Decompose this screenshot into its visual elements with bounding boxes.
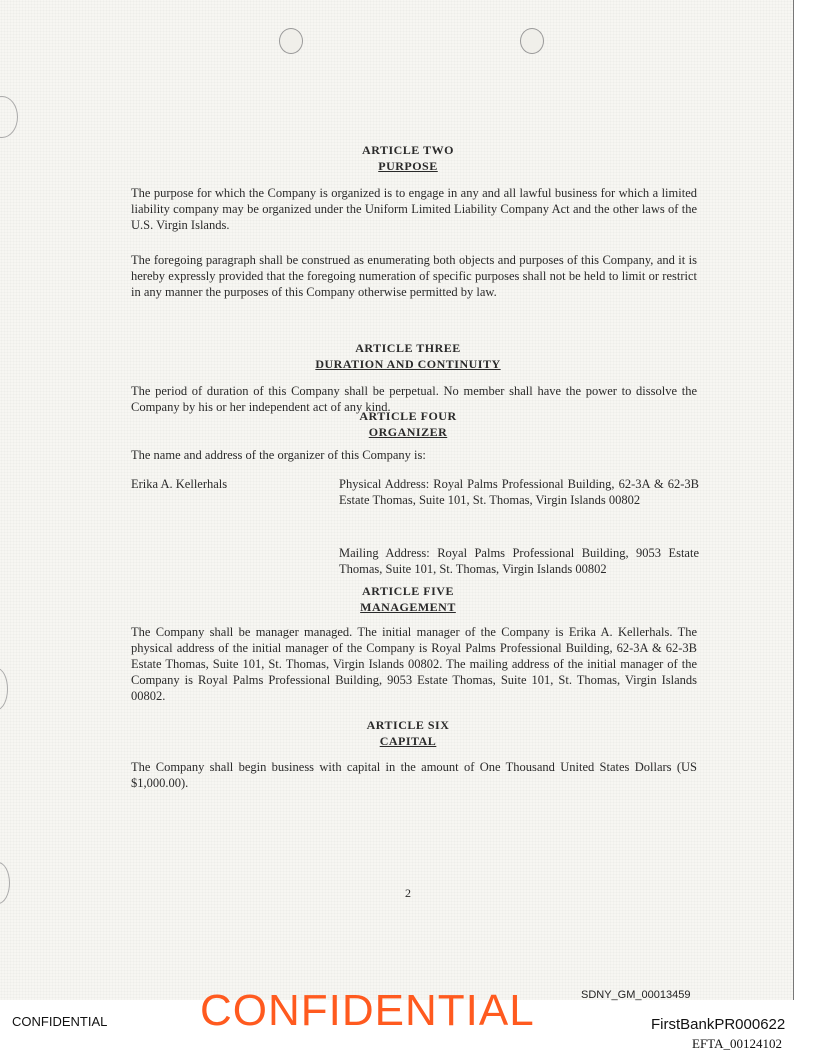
article-two-subtitle: PURPOSE: [378, 159, 438, 173]
article-five-subtitle: MANAGEMENT: [360, 600, 456, 614]
article-four-intro: The name and address of the organizer of this Company is:: [131, 448, 426, 462]
confidential-label-small: CONFIDENTIAL: [12, 1014, 108, 1029]
confidential-stamp-large: CONFIDENTIAL: [200, 986, 535, 1035]
bates-number: SDNY_GM_00013459: [581, 989, 691, 1001]
article-six-heading: [0, 717, 816, 749]
organizer-name: Erika A. Kellerhals: [131, 477, 228, 491]
article-three-title: ARTICLE THREE: [355, 341, 461, 355]
control-number: FirstBankPR000622: [651, 1016, 786, 1033]
article-two-paragraph-2: The foregoing paragraph shall be construed as enumerating both objects and purposes of this Company, and it is hereby expressly provided that the foregoing numeration of specific purposes shall not be held to limit or restrict in any manner the purposes of this Company otherwise permitted by law.: [131, 253, 697, 299]
article-two-paragraph-1: The purpose for which the Company is organized is to engage in any and all lawful business for which a limited liability company may be organized under the Uniform Limited Liability Company Act and the other laws of the U.S. Virgin Islands.: [131, 186, 697, 232]
organizer-mailing-address: Mailing Address: Royal Palms Professional Building, 9053 Estate Thomas, Suite 101, St. Thomas, Virgin Islands 00802: [339, 546, 699, 576]
article-four-heading-block: [0, 408, 816, 440]
article-six-subtitle: CAPITAL: [379, 734, 437, 748]
article-five-paragraph: The Company shall be manager managed. The initial manager of the Company is Erika A. Kellerhals. The physical address of the initial manager of the Company is Royal Palms Professional Building, 62-3A & 62-3B Estate Thomas, Suite 101, St. Thomas, Virgin Islands 00802. The mailing address of the initial manager of the Company is Royal Palms Professional Building, 9053 Estate Thomas, Suite 101, St. Thomas, Virgin Islands 00802.: [131, 625, 697, 703]
binder-hole-right: [520, 28, 544, 54]
article-six-title: ARTICLE SIX: [366, 718, 450, 732]
article-four-title: ARTICLE FOUR: [359, 409, 457, 423]
efta-number: EFTA_00124102: [692, 1036, 782, 1051]
article-four-subtitle: ORGANIZER: [368, 425, 448, 439]
organizer-physical-address: Physical Address: Royal Palms Professional Building, 62-3A & 62-3B Estate Thomas, Suite 101, St. Thomas, Virgin Islands 00802: [339, 477, 699, 507]
article-five-heading: [0, 583, 816, 615]
article-two-title: ARTICLE TWO: [362, 143, 454, 157]
article-five-title: ARTICLE FIVE: [362, 584, 454, 598]
binder-hole-left: [279, 28, 303, 54]
article-three-paragraph: The period of duration of this Company shall be perpetual. No member shall have the power to dissolve the Company by his or her independent act of any kind.: [131, 384, 697, 414]
article-three-heading: [0, 340, 816, 372]
article-two-heading: [0, 142, 816, 174]
page-number: 2: [405, 886, 411, 900]
article-six-paragraph: The Company shall begin business with capital in the amount of One Thousand United States Dollars (US $1,000.00).: [131, 760, 697, 790]
article-three-subtitle: DURATION AND CONTINUITY: [315, 357, 501, 371]
